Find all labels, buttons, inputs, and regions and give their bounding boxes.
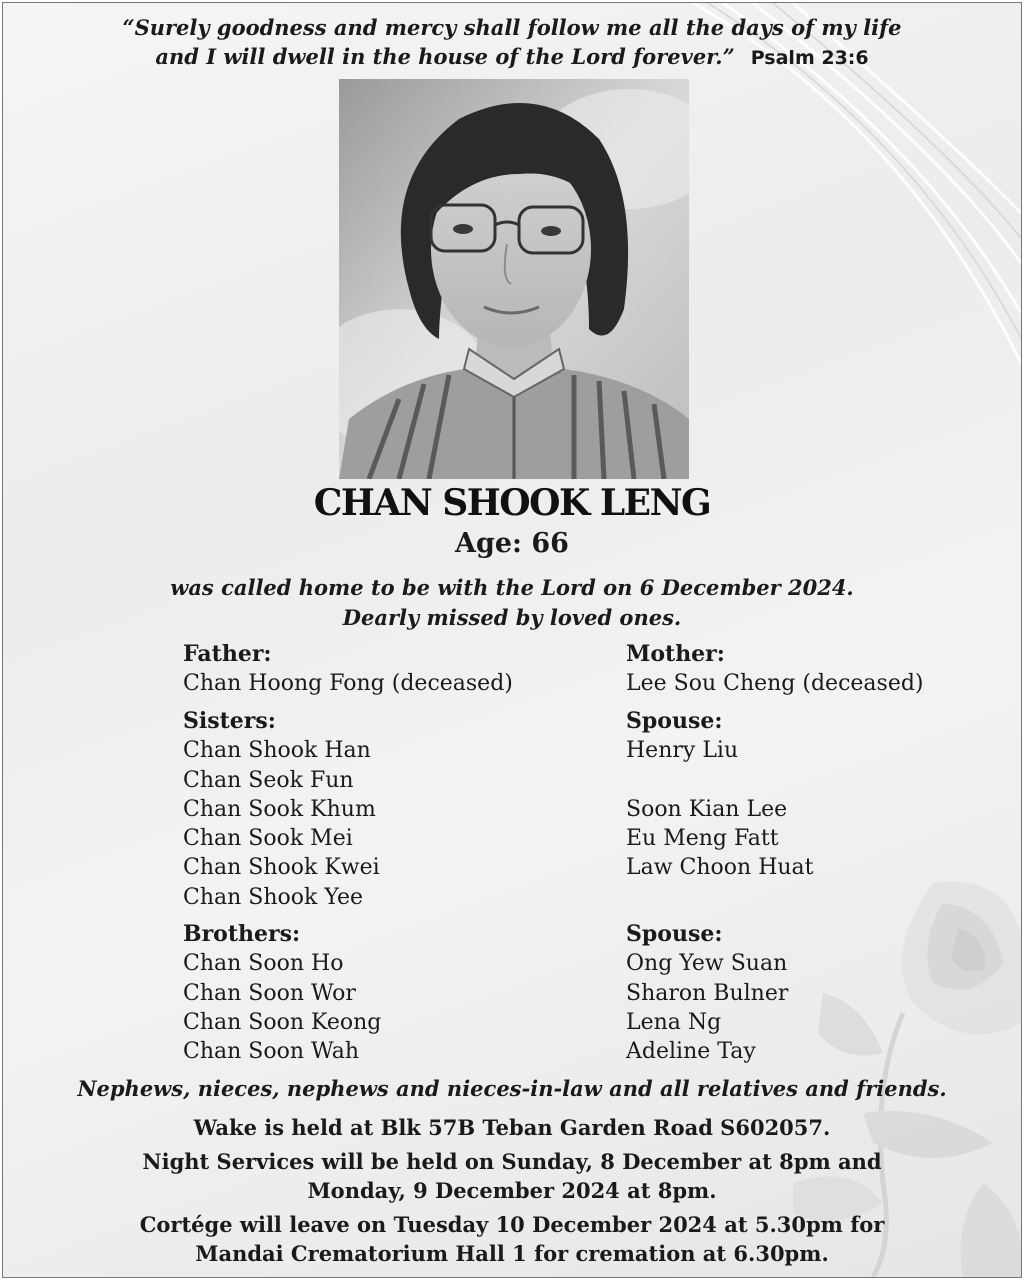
spouse-blank-line	[626, 766, 1006, 795]
sister-name: Chan Shook Han	[183, 738, 371, 764]
night-services-line-1: Night Services will be held on Sunday, 8 December at 8pm and	[142, 1149, 882, 1174]
spouse-name: Ong Yew Suan	[626, 951, 788, 977]
spouse-name: Law Choon Huat	[626, 855, 814, 881]
sister-name: Chan Shook Yee	[183, 884, 363, 910]
cortege-line-1: Cortége will leave on Tuesday 10 December 2024 at 5.30pm for	[139, 1212, 885, 1237]
brother-name: Chan Soon Keong	[183, 1009, 382, 1035]
spouse-name: Soon Kian Lee	[626, 796, 788, 822]
announcement-line-1: was called home to be with the Lord on 6 December 2024.	[170, 575, 854, 600]
mother-name: Lee Sou Cheng (deceased)	[626, 671, 924, 697]
brother-name: Chan Soon Wah	[183, 1039, 359, 1065]
sister-name: Chan Sook Mei	[183, 826, 353, 852]
brothers-block	[183, 920, 583, 1066]
sisters-spouses-block	[626, 707, 1006, 883]
brothers-spouses-block	[626, 920, 1006, 1066]
deceased-age: Age: 66	[455, 528, 569, 559]
verse-line-2: and I will dwell in the house of the Lord forever.”	[155, 44, 735, 69]
wake-details: Wake is held at Blk 57B Teban Garden Road S602057.	[193, 1115, 831, 1140]
deceased-name: CHAN SHOOK LENG	[313, 482, 711, 524]
night-services-details	[3, 1147, 1021, 1205]
obituary-notice	[2, 2, 1022, 1278]
spouse-name: Henry Liu	[626, 738, 739, 764]
verse-reference: Psalm 23:6	[750, 47, 869, 69]
verse-line-1: “Surely goodness and mercy shall follow me all the days of my life	[122, 15, 902, 40]
brothers-label: Brothers:	[183, 921, 301, 947]
sister-name: Chan Seok Fun	[183, 767, 354, 793]
night-services-line-2: Monday, 9 December 2024 at 8pm.	[307, 1178, 717, 1203]
brother-name: Chan Soon Wor	[183, 980, 356, 1006]
mother-label: Mother:	[626, 641, 725, 667]
spouse-name: Lena Ng	[626, 1009, 722, 1035]
spouse-name: Eu Meng Fatt	[626, 826, 779, 852]
sister-name: Chan Sook Khum	[183, 796, 376, 822]
cortege-details	[3, 1210, 1021, 1268]
father-name: Chan Hoong Fong (deceased)	[183, 671, 513, 697]
portrait-photo	[339, 79, 689, 479]
sister-name: Chan Shook Kwei	[183, 855, 380, 881]
cortege-line-2: Mandai Crematorium Hall 1 for cremation at 6.30pm.	[195, 1241, 829, 1266]
spouse-name: Adeline Tay	[626, 1039, 756, 1065]
sisters-block	[183, 707, 583, 912]
relatives-line: Nephews, nieces, nephews and nieces-in-law and all relatives and friends.	[77, 1076, 947, 1101]
sisters-spouse-label: Spouse:	[626, 708, 723, 734]
father-block	[183, 640, 583, 699]
brother-name: Chan Soon Ho	[183, 951, 344, 977]
announcement	[3, 573, 1021, 633]
father-label: Father:	[183, 641, 272, 667]
scripture-verse	[3, 13, 1021, 73]
mother-block	[626, 640, 1006, 699]
spouse-name: Sharon Bulner	[626, 980, 789, 1006]
sisters-label: Sisters:	[183, 708, 276, 734]
announcement-line-2: Dearly missed by loved ones.	[342, 605, 682, 630]
brothers-spouse-label: Spouse:	[626, 921, 723, 947]
